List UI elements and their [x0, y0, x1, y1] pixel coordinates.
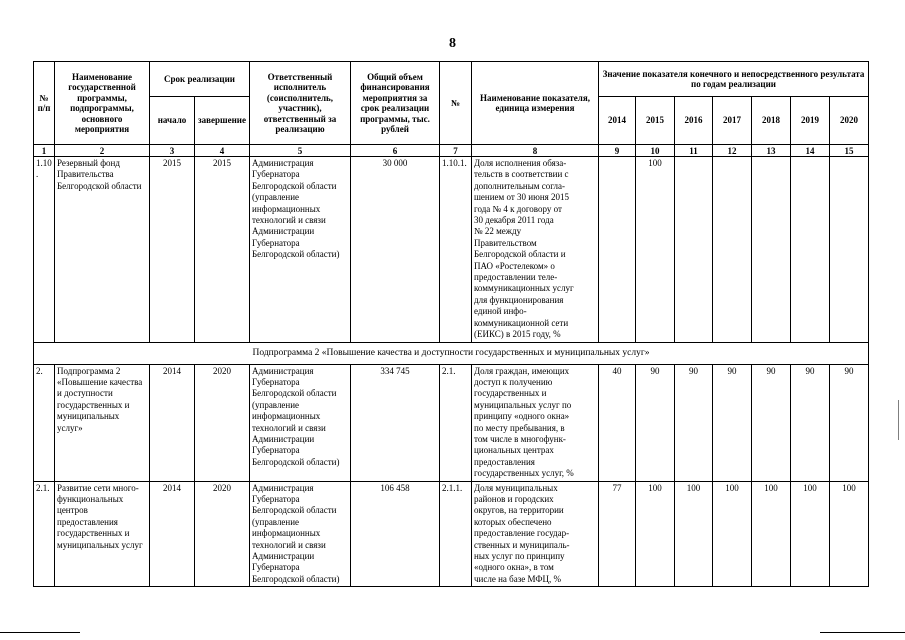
header-year: 2020 — [830, 97, 869, 145]
row-number: 2. — [34, 364, 55, 481]
header-year: 2016 — [675, 97, 713, 145]
row-value: 90 — [752, 364, 791, 481]
column-number: 4 — [195, 145, 250, 157]
header-col-name: Наименование государственной программы, подпрограммы, основного мероприятия — [55, 62, 150, 145]
column-numbers-row — [34, 145, 869, 157]
row-value: 100 — [636, 481, 675, 587]
row-name: Резервный фонд Правительства Белгородской области — [55, 157, 150, 343]
row-value: 100 — [791, 481, 830, 587]
row-number: 1.10. — [34, 157, 55, 343]
row-indicator-number: 2.1. — [440, 364, 472, 481]
header-row-top — [34, 62, 869, 97]
header-col-executor: Ответственный исполнитель (соисполнитель, участник), ответственный за реализацию — [250, 62, 351, 145]
row-value — [713, 157, 752, 343]
row-value: 100 — [675, 481, 713, 587]
row-value: 40 — [599, 364, 636, 481]
row-value: 100 — [636, 157, 675, 343]
row-end: 2020 — [195, 481, 250, 587]
row-value: 90 — [830, 364, 869, 481]
table-row — [34, 157, 869, 343]
row-value: 100 — [830, 481, 869, 587]
row-value — [752, 157, 791, 343]
column-number: 14 — [791, 145, 830, 157]
header-col-indicator: Наименование показателя, единица измерения — [472, 62, 599, 145]
scan-artifact — [0, 632, 80, 633]
row-executor: Администрация Губернатора Белгородской области (управление информационных технологий и связи Администрации Губернатора Белгородской области) — [250, 364, 351, 481]
row-executor: Администрация Губернатора Белгородской области (управление информационных технологий и связи Администрации Губернатора Белгородской области) — [250, 481, 351, 587]
column-number: 7 — [440, 145, 472, 157]
header-col-period: Срок реализации — [150, 62, 250, 97]
row-name: Подпрограмма 2 «Повышение качества и доступности государственных и муниципальных услуг» — [55, 364, 150, 481]
header-year: 2019 — [791, 97, 830, 145]
row-value: 100 — [713, 481, 752, 587]
header-year: 2015 — [636, 97, 675, 145]
column-number: 8 — [472, 145, 599, 157]
row-name: Развитие сети много- функциональных центров предоставления государственных и муниципальных услуг — [55, 481, 150, 587]
header-year: 2017 — [713, 97, 752, 145]
row-value — [791, 157, 830, 343]
page-number: 8 — [449, 36, 456, 51]
header-col-ind-no: № — [440, 62, 472, 145]
column-number: 5 — [250, 145, 351, 157]
row-indicator: Доля муниципальных районов и городских округов, на территории которых обеспечено предоставление государ- ственных и муниципаль- ных услуг по принципу «одного окна», в том числе на базе МФЦ, % — [472, 481, 599, 587]
table-row — [34, 481, 869, 587]
row-value: 90 — [636, 364, 675, 481]
scan-artifact — [820, 632, 905, 633]
row-executor: Администрация Губернатора Белгородской области (управление информационных технологий и связи Администрации Губернатора Белгородской области) — [250, 157, 351, 343]
column-number: 9 — [599, 145, 636, 157]
row-funding: 106 458 — [351, 481, 440, 587]
row-start: 2014 — [150, 481, 195, 587]
row-funding: 334 745 — [351, 364, 440, 481]
header-year: 2014 — [599, 97, 636, 145]
row-start: 2014 — [150, 364, 195, 481]
program-table — [33, 61, 869, 587]
header-col-end: завершение — [195, 97, 250, 145]
column-number: 6 — [351, 145, 440, 157]
row-value: 90 — [713, 364, 752, 481]
row-funding: 30 000 — [351, 157, 440, 343]
row-end: 2020 — [195, 364, 250, 481]
row-value — [830, 157, 869, 343]
column-number: 3 — [150, 145, 195, 157]
row-value — [599, 157, 636, 343]
row-value: 90 — [791, 364, 830, 481]
row-value: 77 — [599, 481, 636, 587]
header-col-no: № п/п — [34, 62, 55, 145]
row-value: 100 — [752, 481, 791, 587]
subprogram-row — [34, 342, 869, 364]
row-indicator: Доля исполнения обяза- тельств в соответствии с дополнительным согла- шением от 30 июня 2015 года № 4 к договору от 30 декабря 2011 года № 22 между Правительством Белгородской области и ПАО «Ростелеком» о предоставлении теле- коммуникационных услуг для функционирования единой инфо- коммуникационной сети (ЕИКС) в 2015 году, % — [472, 157, 599, 343]
header-col-start: начало — [150, 97, 195, 145]
column-number: 15 — [830, 145, 869, 157]
scan-artifact — [898, 400, 899, 440]
column-number: 1 — [34, 145, 55, 157]
table-row — [34, 364, 869, 481]
row-value — [675, 157, 713, 343]
column-number: 13 — [752, 145, 791, 157]
column-number: 11 — [675, 145, 713, 157]
row-indicator-number: 2.1.1. — [440, 481, 472, 587]
column-number: 10 — [636, 145, 675, 157]
row-value: 90 — [675, 364, 713, 481]
row-indicator-number: 1.10.1. — [440, 157, 472, 343]
header-col-values: Значение показателя конечного и непосредственного результата по годам реализации — [599, 62, 869, 97]
subprogram-title: Подпрограмма 2 «Повышение качества и доступности государственных и муниципальных услуг» — [34, 342, 869, 364]
column-number: 12 — [713, 145, 752, 157]
row-start: 2015 — [150, 157, 195, 343]
row-number: 2.1. — [34, 481, 55, 587]
column-number: 2 — [55, 145, 150, 157]
row-indicator: Доля граждан, имеющих доступ к получению государственных и муниципальных услуг по принципу «одного окна» по месту пребывания, в том числе в многофунк- циональных центрах предоставления государственных услуг, % — [472, 364, 599, 481]
row-end: 2015 — [195, 157, 250, 343]
header-year: 2018 — [752, 97, 791, 145]
header-col-funding: Общий объем финансирования мероприятия за срок реализации программы, тыс. рублей — [351, 62, 440, 145]
